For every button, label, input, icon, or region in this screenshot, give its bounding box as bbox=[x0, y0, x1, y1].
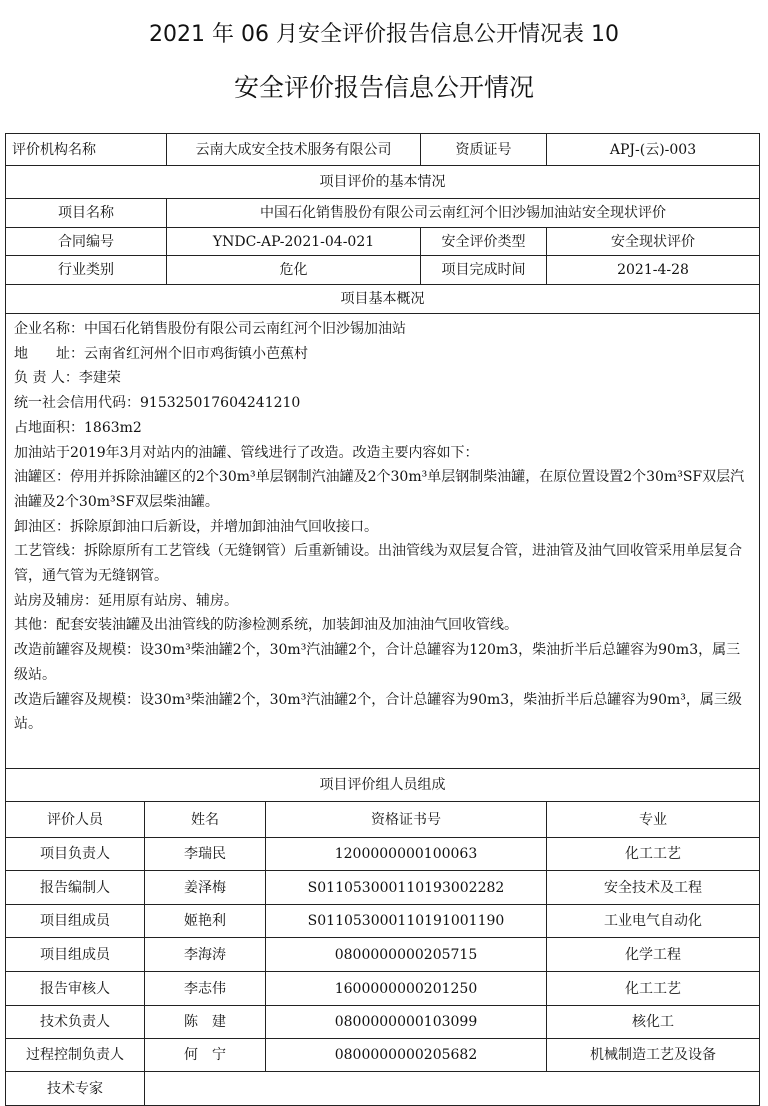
team-cert: 0800000000205682 bbox=[266, 1039, 547, 1072]
team-member-name: 姜泽梅 bbox=[145, 871, 266, 905]
overview-line: 加油站于2019年3月对站内的油罐、管线进行了改造。改造主要内容如下： bbox=[14, 444, 479, 461]
overview-line: 卸油区：拆除原卸油口后新设，并增加卸油油气回收接口。 bbox=[14, 518, 378, 535]
team-role: 项目负责人 bbox=[6, 838, 145, 871]
team-row bbox=[6, 972, 760, 1006]
overview-line: 改造前罐容及规模：设30m³柴油罐2个，30m³汽油罐2个，合计总罐容为120m3，柴油折半后总罐容为90m3，属三级站。 bbox=[14, 642, 741, 683]
team-major: 化学工程 bbox=[547, 938, 760, 972]
team-role: 过程控制负责人 bbox=[6, 1039, 145, 1072]
team-header-name: 姓名 bbox=[145, 802, 266, 838]
overview-line: 统一社会信用代码：915325017604241210 bbox=[14, 395, 301, 412]
team-cert: S011053000110193002282 bbox=[266, 871, 547, 905]
team-header-row bbox=[6, 802, 760, 838]
team-section-heading: 项目评价组人员组成 bbox=[6, 769, 760, 802]
team-row bbox=[6, 838, 760, 871]
industry-value: 危化 bbox=[167, 256, 421, 285]
team-role: 报告审核人 bbox=[6, 972, 145, 1006]
overview-line: 占地面积：1863m2 bbox=[14, 419, 142, 436]
team-role: 项目组成员 bbox=[6, 938, 145, 972]
finish-date: 2021-4-28 bbox=[547, 256, 760, 285]
team-major: 安全技术及工程 bbox=[547, 871, 760, 905]
overview-line: 改造后罐容及规模：设30m³柴油罐2个，30m³汽油罐2个，合计总罐容为90m3，柴油折半后总罐容为90m³，属三级站。 bbox=[14, 691, 742, 733]
team-major: 化工工艺 bbox=[547, 972, 760, 1006]
project-name-label: 项目名称 bbox=[6, 199, 167, 228]
eval-type-label: 安全评价类型 bbox=[421, 228, 547, 256]
overview-line: 站房及辅房：延用原有站房、辅房。 bbox=[14, 592, 238, 609]
team-member-name: 李瑞民 bbox=[145, 838, 266, 871]
finish-label: 项目完成时间 bbox=[421, 256, 547, 285]
team-row bbox=[6, 905, 760, 938]
team-member-name: 李志伟 bbox=[145, 972, 266, 1006]
disclosure-table bbox=[5, 133, 760, 1106]
overview-line: 负 责 人：李建荣 bbox=[14, 370, 121, 387]
industry-label: 行业类别 bbox=[6, 256, 167, 285]
expert-row bbox=[6, 1072, 760, 1106]
team-member-name: 姬艳利 bbox=[145, 905, 266, 938]
team-major: 工业电气自动化 bbox=[547, 905, 760, 938]
team-row bbox=[6, 938, 760, 972]
team-cert: 0800000000103099 bbox=[266, 1006, 547, 1039]
team-member-name: 何 宁 bbox=[145, 1039, 266, 1072]
page-subtitle: 安全评价报告信息公开情况 bbox=[233, 73, 534, 102]
basic-section-heading: 项目评价的基本情况 bbox=[6, 166, 760, 199]
team-member-name: 陈 建 bbox=[145, 1006, 266, 1039]
team-header-cert: 资格证书号 bbox=[266, 802, 547, 838]
overview-section-heading: 项目基本概况 bbox=[6, 285, 760, 314]
team-major: 核化工 bbox=[547, 1006, 760, 1039]
team-member-name: 李海涛 bbox=[145, 938, 266, 972]
team-cert: 0800000000205715 bbox=[266, 938, 547, 972]
overview-text bbox=[6, 314, 760, 769]
team-cert: 1600000000201250 bbox=[266, 972, 547, 1006]
overview-line: 地 址：云南省红河州个旧市鸡街镇小芭蕉村 bbox=[14, 345, 308, 362]
project-name: 中国石化销售股份有限公司云南红河个旧沙锡加油站安全现状评价 bbox=[167, 199, 760, 228]
team-role: 技术负责人 bbox=[6, 1006, 145, 1039]
overview-line: 企业名称：中国石化销售股份有限公司云南红河个旧沙锡加油站 bbox=[14, 321, 406, 337]
team-header-major: 专业 bbox=[547, 802, 760, 838]
org-name: 云南大成安全技术服务有限公司 bbox=[167, 134, 421, 166]
overview-line: 工艺管线：拆除原所有工艺管线（无缝钢管）后重新铺设。出油管线为双层复合管，进油管及油气回收管采用单层复合管，通气管为无缝钢管。 bbox=[14, 543, 742, 585]
team-role: 报告编制人 bbox=[6, 871, 145, 905]
team-header-role: 评价人员 bbox=[6, 802, 145, 838]
contract-number: YNDC-AP-2021-04-021 bbox=[167, 228, 421, 256]
expert-value bbox=[145, 1072, 760, 1106]
cert-number: APJ-(云)-003 bbox=[547, 134, 760, 166]
team-role: 项目组成员 bbox=[6, 905, 145, 938]
overview-line: 其他：配套安装油罐及出油管线的防渗检测系统，加装卸油及加油油气回收管线。 bbox=[14, 617, 518, 634]
cert-label: 资质证号 bbox=[421, 134, 547, 166]
team-major: 机械制造工艺及设备 bbox=[547, 1039, 760, 1072]
expert-label: 技术专家 bbox=[6, 1072, 145, 1106]
org-row bbox=[6, 134, 760, 166]
page-title: 2021 年 06 月安全评价报告信息公开情况表 10 bbox=[149, 22, 619, 47]
team-cert: S011053000110191001190 bbox=[266, 905, 547, 938]
eval-type: 安全现状评价 bbox=[547, 228, 760, 256]
team-row bbox=[6, 1006, 760, 1039]
org-label: 评价机构名称 bbox=[6, 134, 167, 166]
contract-label: 合同编号 bbox=[6, 228, 167, 256]
team-row bbox=[6, 871, 760, 905]
team-major: 化工工艺 bbox=[547, 838, 760, 871]
team-cert: 1200000000100063 bbox=[266, 838, 547, 871]
team-row bbox=[6, 1039, 760, 1072]
overview-line: 油罐区：停用并拆除油罐区的2个30m³单层钢制汽油罐及2个30m³单层钢制柴油罐，在原位置设置2个30m³SF双层汽油罐及2个30m³SF双层柴油罐。 bbox=[14, 469, 745, 510]
